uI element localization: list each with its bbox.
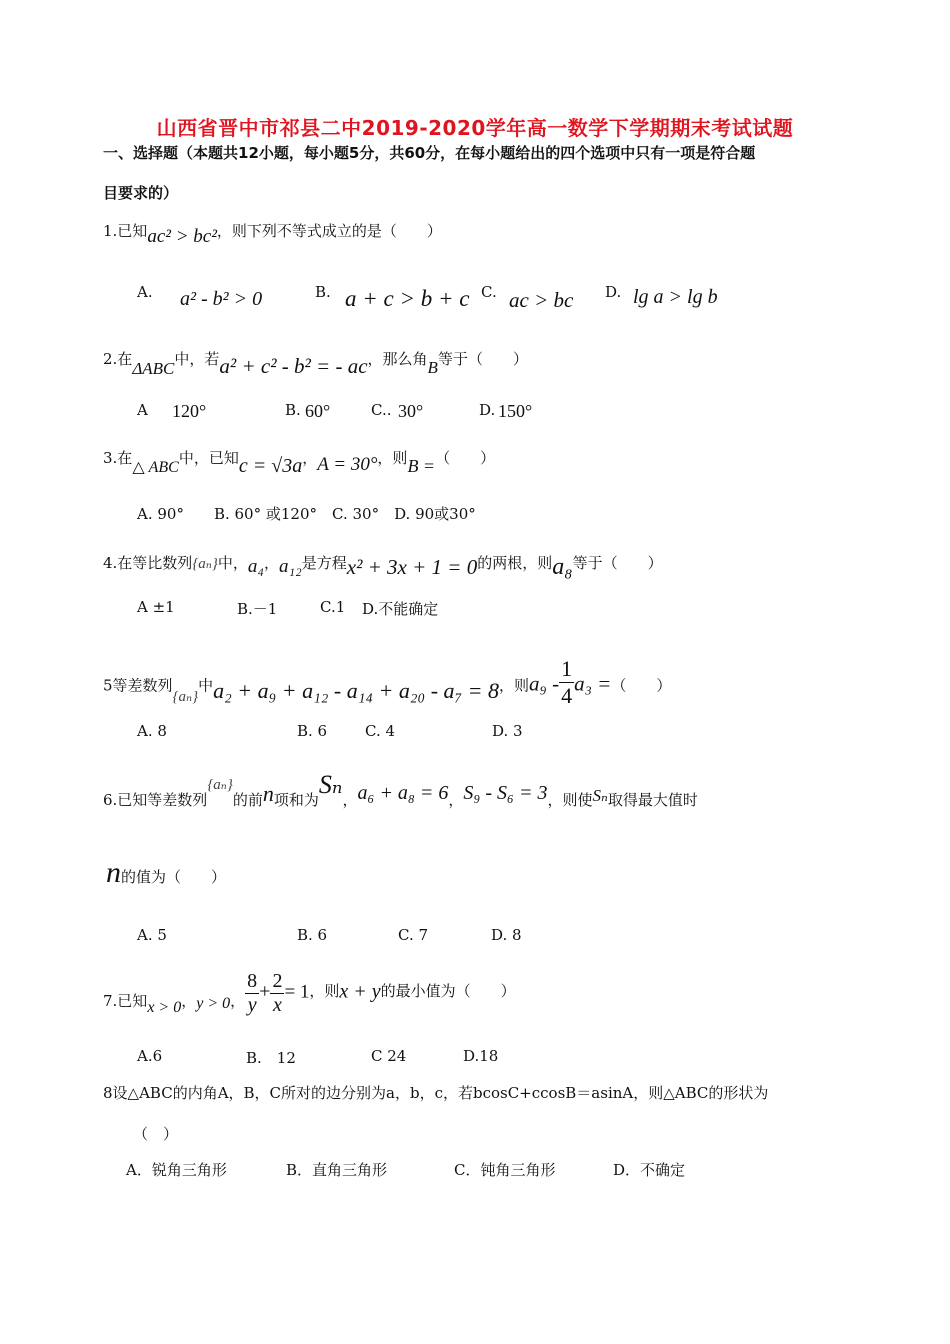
q4-mid3: 的两根，则 xyxy=(477,554,553,572)
q6-expr2: S₉ - S₆ = 3 xyxy=(463,782,548,804)
q5-option-b: B. 6 xyxy=(297,722,328,740)
q4-option-a: A ±1 xyxy=(137,598,175,616)
q1-suffix: ，则下列不等式成立的是（ ） xyxy=(216,222,442,240)
q1-option-d-expr: lg a > lg b xyxy=(633,286,718,308)
q5-frac-num: 1 xyxy=(561,656,573,681)
question-6-stem xyxy=(103,766,698,809)
q3-prefix: 3.在 xyxy=(103,449,133,467)
q3-expr-b: B = xyxy=(407,456,436,476)
q4-a4: a₄ xyxy=(247,556,265,577)
q8-option-d: D．不确定 xyxy=(613,1161,686,1179)
q5-sequence: {aₙ} xyxy=(172,688,199,705)
q2-triangle: ΔABC xyxy=(132,359,175,378)
q6-option-a: A. 5 xyxy=(137,926,167,944)
q5-option-c: C. 4 xyxy=(365,722,396,740)
q7-expr-x: x > 0 xyxy=(147,998,182,1016)
q1-prefix: 1.已知 xyxy=(103,222,148,240)
question-5-stem xyxy=(103,656,672,713)
q1-option-b-expr: a + c > b + c xyxy=(345,286,470,311)
q2-expression: a² + c² - b² = - ac xyxy=(219,354,368,378)
question-7-stem xyxy=(103,970,516,1017)
q3-suffix: （ ） xyxy=(435,449,496,467)
q7-option-b: B. 12 xyxy=(246,1049,296,1067)
q3-options: A. 90° B. 60° 或120° C. 30° D. 90或30° xyxy=(137,505,476,523)
q5-frac-den: 4 xyxy=(561,683,573,708)
q4-a12: a₁₂ xyxy=(279,556,302,577)
q7-fraction-2 xyxy=(270,970,284,1017)
question-2-stem xyxy=(103,345,528,378)
q7-f2-den: x xyxy=(272,994,282,1016)
q3-expr-a: A = 30° xyxy=(317,454,378,475)
q2-suffix: 等于（ ） xyxy=(437,350,528,368)
q7-suffix: 的最小值为（ ） xyxy=(380,981,516,1000)
q4-mid2: 是方程 xyxy=(301,554,347,572)
q6-expr1: a₆ + a₈ = 6 xyxy=(357,782,449,804)
q5-expr-a9: a₉ - xyxy=(529,671,560,696)
q8-option-a: A．锐角三角形 xyxy=(126,1161,227,1179)
q7-mid: ，则 xyxy=(309,981,340,1000)
q2-option-c-label: C.. xyxy=(371,401,392,419)
q7-option-d: D.18 xyxy=(463,1047,499,1065)
q7-prefix: 7.已知 xyxy=(103,991,148,1010)
q3-mid: 中，已知 xyxy=(178,449,239,467)
q2-option-c-value: 30° xyxy=(398,401,424,421)
q5-mid: 中 xyxy=(198,676,214,695)
q1-option-b-label: B. xyxy=(315,283,331,301)
section-heading-continued: 目要求的） xyxy=(103,184,179,202)
question-4-stem xyxy=(103,548,663,580)
q4-mid: 中， xyxy=(217,554,248,572)
q2-option-d-label: D. xyxy=(479,401,496,419)
q7-f2-num: 2 xyxy=(272,970,283,992)
q1-expression: ac² > bc² xyxy=(147,226,217,247)
q4-suffix: 等于（ ） xyxy=(572,554,663,572)
q5-prefix: 5等差数列 xyxy=(103,676,173,695)
q4-equation: x² + 3x + 1 = 0 xyxy=(346,555,478,579)
q6-n: n xyxy=(262,781,274,806)
q6-mid: 的前 xyxy=(232,791,263,809)
document-title: 山西省晋中市祁县二中2019-2020学年高一数学下学期期末考试试题 xyxy=(156,116,794,140)
section-heading: 一、选择题（本题共12小题，每小题5分，共60分，在每小题给出的四个选项中只有一项是符合题 xyxy=(103,144,756,162)
q3-expr-c: c = √3a xyxy=(238,455,303,477)
q2-prefix: 2.在 xyxy=(103,350,133,368)
question-8-paren: （ ） xyxy=(133,1125,179,1143)
q3-mid2: ，则 xyxy=(377,449,408,467)
q6-sep: ， xyxy=(342,791,358,809)
q4-sep: ， xyxy=(264,554,280,572)
q6-sep2: ， xyxy=(448,791,464,809)
q6-line2-text: 的值为（ ） xyxy=(121,868,227,886)
q2-option-b-value: 60° xyxy=(305,401,331,421)
q5-mid2: ，则 xyxy=(499,676,530,695)
question-6-line2 xyxy=(106,856,226,890)
q1-option-c-label: C. xyxy=(481,283,497,301)
q6-suffix: 取得最大值时 xyxy=(607,791,698,809)
q2-mid: 中，若 xyxy=(174,350,220,368)
q1-option-d-label: D. xyxy=(605,283,622,301)
question-8-stem: 8设△ABC的内角A，B，C所对的边分别为a，b，c，若bcosC+ccosB＝asinA，则△ABC的形状为 xyxy=(103,1084,769,1102)
question-3-stem xyxy=(103,446,496,477)
q7-sep2: ， xyxy=(230,991,246,1010)
q4-option-b: B.－1 xyxy=(237,600,278,618)
q1-option-c-expr: ac > bc xyxy=(509,288,574,312)
q5-equation: a₂ + a₉ + a₁₂ - a₁₄ + a₂₀ - a₇ = 8 xyxy=(213,677,500,703)
q5-fraction xyxy=(559,656,574,709)
q8-option-b: B．直角三角形 xyxy=(286,1161,388,1179)
q6-mid2: 项和为 xyxy=(273,791,319,809)
q2-mid2: ，那么角 xyxy=(367,350,428,368)
q6-line2-n: n xyxy=(106,856,121,889)
q4-option-d: D.不能确定 xyxy=(362,600,439,618)
q7-expr-sum: x + y xyxy=(339,980,381,1003)
q4-a8: a₈ xyxy=(552,554,573,580)
q6-prefix: 6.已知等差数列 xyxy=(103,791,208,809)
question-1-stem xyxy=(103,220,442,247)
q7-f1-num: 8 xyxy=(247,970,258,992)
q7-eq: = 1 xyxy=(284,981,310,1003)
q6-option-d: D. 8 xyxy=(491,926,522,944)
q4-sequence: {aₙ} xyxy=(192,556,218,572)
q2-option-d-value: 150° xyxy=(498,401,533,421)
q4-option-c: C.1 xyxy=(320,598,346,616)
q2-option-a-value: 120° xyxy=(172,401,207,421)
q3-triangle: △ ABC xyxy=(132,459,179,476)
q3-sep: ， xyxy=(302,449,318,467)
q2-variable: B xyxy=(427,358,438,377)
q6-sn: Sₙ xyxy=(318,770,343,799)
q7-expr-y: y > 0 xyxy=(196,994,231,1012)
q6-sequence: {aₙ} xyxy=(207,777,233,793)
q7-option-a: A.6 xyxy=(137,1047,163,1065)
q5-suffix: （ ） xyxy=(611,676,672,695)
q8-option-c: C．钝角三角形 xyxy=(454,1161,556,1179)
q7-plus: + xyxy=(259,980,271,1003)
q7-fraction-1 xyxy=(245,970,259,1017)
q6-mid3: ，则使 xyxy=(547,791,593,809)
q1-option-a-expr: a² - b² > 0 xyxy=(180,288,263,310)
q2-option-b-label: B. xyxy=(285,401,301,419)
q6-option-c: C. 7 xyxy=(398,926,429,944)
q4-prefix: 4.在等比数列 xyxy=(103,554,193,572)
q5-expr-a3: a₃ = xyxy=(574,671,612,696)
q5-option-a: A. 8 xyxy=(137,722,167,740)
q7-sep: ， xyxy=(181,991,197,1010)
q5-option-d: D. 3 xyxy=(492,722,523,740)
q6-sn2: Sₙ xyxy=(592,786,608,805)
q6-option-b: B. 6 xyxy=(297,926,328,944)
q7-option-c: C 24 xyxy=(371,1047,407,1065)
q1-option-a-label: A. xyxy=(137,283,153,301)
q2-option-a-label: A xyxy=(137,401,148,419)
q7-f1-den: y xyxy=(247,994,257,1016)
